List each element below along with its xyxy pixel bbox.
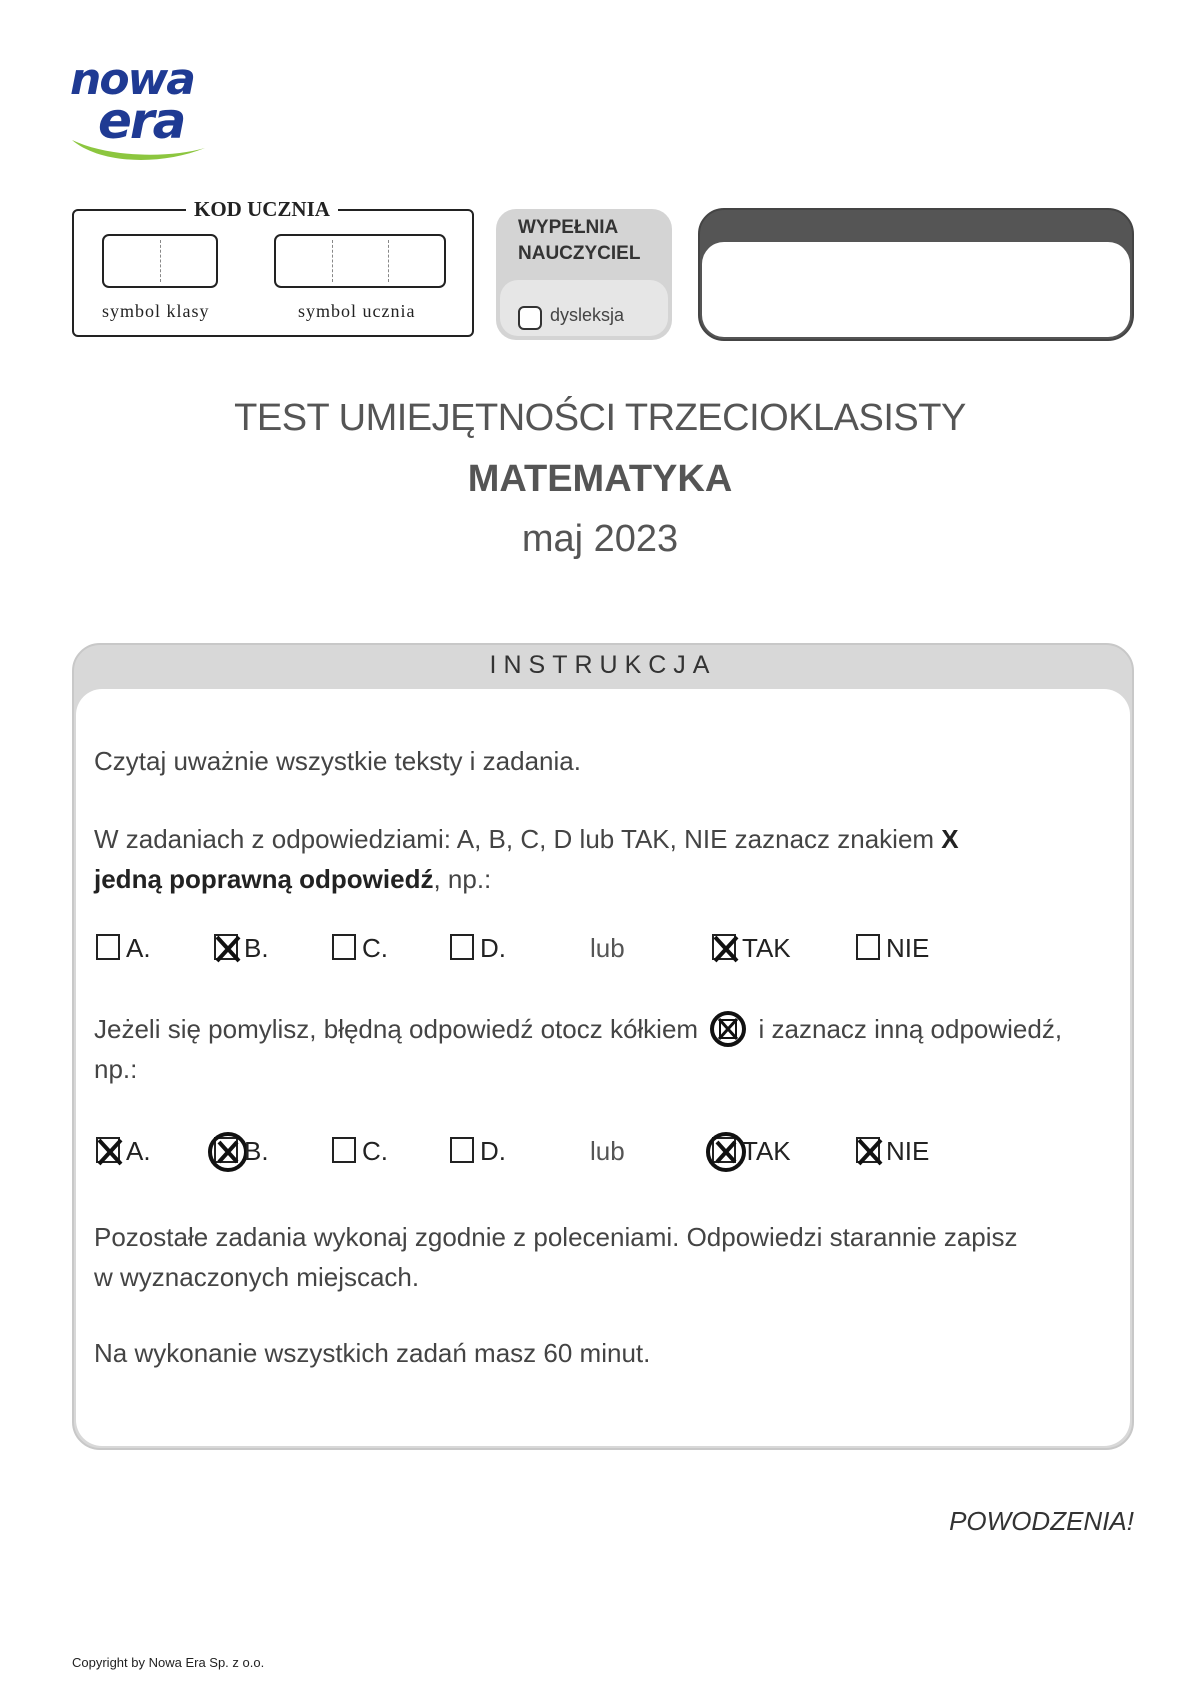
dyslexia-label: dysleksja: [550, 305, 625, 325]
logo-swoosh-icon: [70, 136, 220, 166]
option-label: B.: [244, 1136, 269, 1166]
logo-word-era: era: [98, 92, 185, 150]
option-label: C.: [362, 933, 388, 963]
instruction-read-carefully: Czytaj uważnie wszystkie teksty i zadania.: [94, 746, 581, 776]
student-symbol-field[interactable]: [274, 234, 446, 288]
instructions-heading: INSTRUKCJA: [489, 651, 717, 679]
instruction-other-tasks: Pozostałe zadania wykonaj zgodnie z poleceniami. Odpowiedzi starannie zapisz w wyznaczonych miejscach.: [94, 1222, 1018, 1292]
logo-word-nowa: nowa: [70, 54, 194, 105]
option-checkbox: [214, 934, 238, 960]
teacher-fill-box: [496, 209, 672, 340]
option-checkbox: [332, 934, 356, 960]
option-label: NIE: [886, 1136, 930, 1166]
student-code-box: [72, 197, 474, 337]
instruction-time-limit: Na wykonanie wszystkich zadań masz 60 minut.: [94, 1338, 651, 1368]
example-row-corrected: [76, 1134, 1130, 1174]
option-checkbox: [332, 1137, 356, 1163]
example-row-correct: [76, 931, 1130, 971]
option-label: TAK: [742, 933, 791, 963]
or-text: lub: [590, 1136, 625, 1166]
option-label: NIE: [886, 933, 930, 963]
test-title: TEST UMIEJĘTNOŚCI TRZECIOKLASISTY: [234, 397, 966, 439]
instruction-correction: Jeżeli się pomylisz, błędną odpowiedź otocz kółkiem i zaznacz inną odpowiedź, np.:: [94, 1009, 1114, 1089]
option-checkbox: [856, 1137, 880, 1163]
option-label: D.: [480, 933, 506, 963]
option-label: TAK: [742, 1136, 791, 1166]
student-symbol-label: symbol ucznia: [298, 301, 416, 321]
circled-x-icon: [709, 1010, 747, 1048]
option-checkbox: [214, 1137, 238, 1163]
class-symbol-field[interactable]: [102, 234, 218, 288]
option-label: A.: [126, 1136, 151, 1166]
blank-label-box: [698, 208, 1134, 341]
instructions-panel: [72, 643, 1134, 1450]
option-checkbox: [856, 934, 880, 960]
option-label: A.: [126, 933, 151, 963]
option-checkbox: [450, 934, 474, 960]
dyslexia-checkbox[interactable]: [518, 306, 542, 330]
option-label: D.: [480, 1136, 506, 1166]
copyright-text: Copyright by Nowa Era Sp. z o.o.: [72, 1655, 265, 1670]
test-date: maj 2023: [521, 518, 679, 560]
nowa-era-logo: [70, 54, 220, 168]
option-label: B.: [244, 933, 269, 963]
option-checkbox: [450, 1137, 474, 1163]
teacher-box-title: WYPEŁNIA NAUCZYCIEL: [518, 217, 641, 264]
option-label: C.: [362, 1136, 388, 1166]
option-checkbox: [96, 934, 120, 960]
good-luck-text: POWODZENIA!: [949, 1506, 1134, 1536]
class-symbol-label: symbol klasy: [102, 301, 210, 321]
instruction-marking: W zadaniach z odpowiedziami: A, B, C, D lub TAK, NIE zaznacz znakiem X jedną poprawną odpowiedź, np.:: [94, 824, 959, 894]
or-text: lub: [590, 933, 625, 963]
subject-title: MATEMATYKA: [467, 458, 733, 500]
option-checkbox: [712, 1137, 736, 1163]
student-code-title: KOD UCZNIA: [186, 197, 338, 222]
option-checkbox: [96, 1137, 120, 1163]
option-checkbox: [712, 934, 736, 960]
